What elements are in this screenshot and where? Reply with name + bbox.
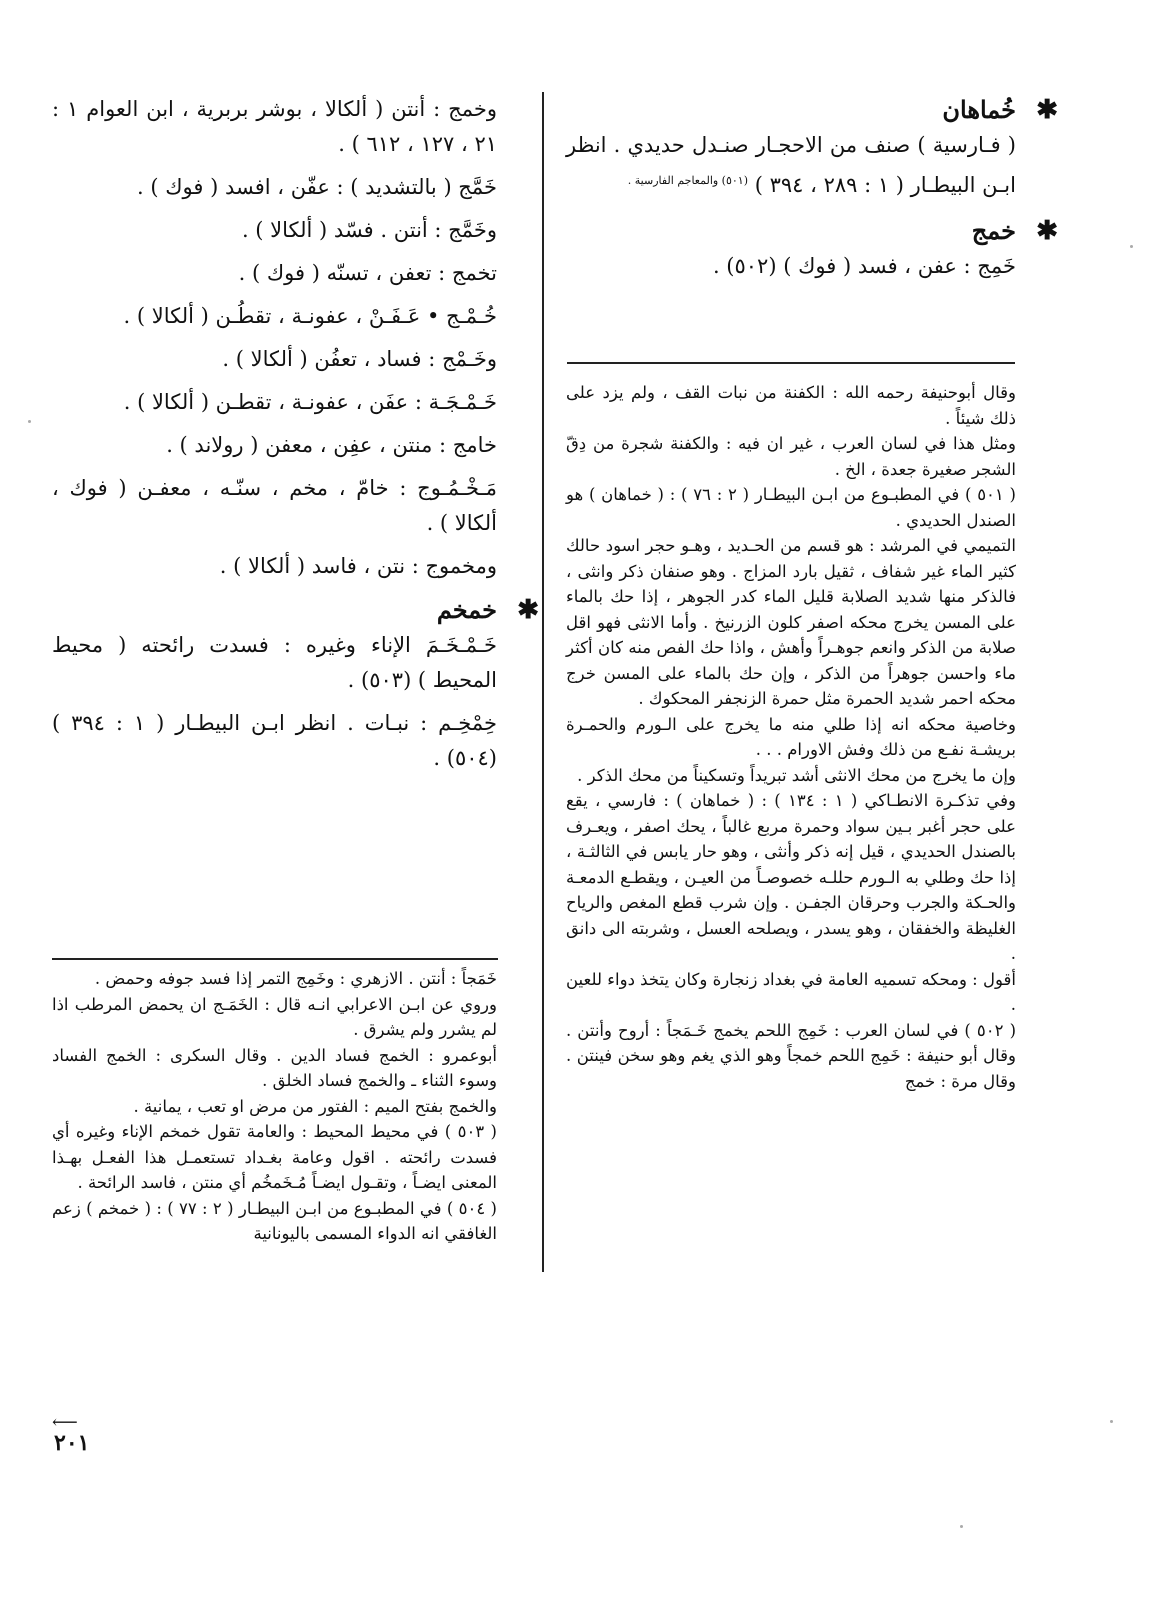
- column-divider: [542, 92, 544, 1272]
- asterisk-icon: ✱: [1036, 95, 1058, 125]
- left-footnotes: [52, 966, 497, 1247]
- entry-headword: ✱ خمخم: [52, 592, 497, 628]
- footnote-paragraph: ( ٥٠٢ ) في لسان العرب : خَمِج اللحم يخمج خَـمَجاً : أروح وأنتن . وقال أبو حنيفة : خَمِج اللحم خمجاً وهو الذي يغم وهو سخن فينتن . وقال مرة : خمج: [566, 1020, 1017, 1091]
- footnote-paragraph: ( ٥٠١ ) في المطبـوع من ابـن البيطـار ( ٢ : ٧٦ ) : ( خماهان ) هو الصندل الحديدي .: [566, 485, 1016, 530]
- footnote-paragraph: أبوعمرو : الخمج فساد الدين . وقال السكرى : الخمج الفساد وسوء الثناء ـ والخمج فساد الخلق .: [52, 1045, 497, 1090]
- footnote-paragraph: وروي عن ابـن الاعرابي انـه قال : الخَمَـج ان يحمض المرطب اذا لم يشرر ولم يشرق .: [52, 994, 497, 1039]
- entry-line: خامج : منتن ، عفِن ، معفن ( رولاند ) .: [166, 433, 497, 457]
- entry-line: خَـمْـجَـة : عفَن ، عفونـة ، تقطـن ( ألكالا ) .: [123, 390, 497, 414]
- left-column: [52, 92, 539, 1243]
- left-main-entries: [52, 92, 539, 776]
- footnote-paragraph: ( ٥٠٤ ) في المطبـوع من ابـن البيطـار ( ٢ : ٧٧ ) : ( خمخم ) زعم الغافقي انه الدواء المسمى باليونانية: [52, 1198, 497, 1243]
- footnote-separator: [52, 958, 498, 960]
- continuation-arrow-icon: ⟵: [52, 1412, 78, 1433]
- entry-line: خَمَّج ( بالتشديد ) : عفّن ، افسد ( فوك ) .: [137, 175, 497, 199]
- entry-line: خُـمْـج • عَـفَـنْ ، عفونـة ، تقطُـن ( ألكالا ) .: [123, 304, 497, 328]
- right-footnotes: [566, 380, 1016, 1094]
- footnote-separator: [567, 362, 1015, 364]
- entry-text: خَمِج : عفن ، فسد ( فوك ) (٥٠٢) .: [712, 254, 1016, 278]
- scan-speck: [28, 420, 31, 423]
- footnote-paragraph: التميمي في المرشد : هو قسم من الحـديد ، وهـو حجر اسود حالك كثير الماء غير شفاف ، ثقيل بارد المزاج . وهو صنفان ذكر وانثى ، فالذكر منها شديد الصلابة قليل الماء كدر الجوهر ، إذا حك بالماء على المسن يخرج محكه اصفر كلون الزرنيخ . وأما الانثى فهو اقل صلابة من الذكر وانعم جوهـراً وأهش ، واذا حك الفص منه كان أكثر ماء واحسن جوهراً من الذكر ، وإن حك بالماء على المسن خرج محكه احمر شديد الحمرة مثل حمرة الزنجفر المحكوك .: [566, 536, 1016, 708]
- entry-text: ( فـارسية ) صنف من الاحجـار صنـدل حديدي . انظر ابـن البيطـار ( ١ : ٢٨٩ ، ٣٩٤ ) $^{(٥٠١) والمعاجم الفارسية .}$: [566, 133, 1016, 197]
- entry-line: وخَـمْج : فساد ، تعفُن ( ألكالا ) .: [222, 347, 497, 371]
- footnote-paragraph: ومثل هذا في لسان العرب ، غير ان فيه : والكفنة شجرة من دِقّ الشجر صغيرة جعدة ، الخ .: [566, 434, 1016, 479]
- entry-headword: ✱ خُماهان: [566, 92, 1016, 128]
- footnote-paragraph: ( ٥٠٣ ) في محيط المحيط : والعامة تقول خمخم الإناء وغيره أي فسدت رائحته . اقول وعامة بغـداد تستعمـل هذا الفعـل بهـذا المعنى ايضـاً ، وتقـول ايضـاً مُـخَمخُم أي منتن ، فاسد الرائحة .: [52, 1122, 497, 1192]
- scan-speck: [1110, 1420, 1113, 1423]
- footnote-paragraph: خَمَجاً : أنتن . الازهري : وخَمِج التمر إذا فسد جوفه وحمض .: [94, 969, 497, 988]
- scan-speck: [1130, 245, 1133, 248]
- right-column: [566, 92, 1058, 1091]
- page-number: ٢٠١: [54, 1430, 90, 1456]
- footnote-paragraph: والخمج بفتح الميم : الفتور من مرض او تعب ، يمانية .: [133, 1096, 497, 1116]
- footnote-paragraph: وخاصية محكه انه إذا طلي منه ما يخرج على الـورم والحمـرة بريشـة نفـع من ذلك وفش الاورام . . .: [566, 714, 1016, 759]
- entry-headword: ✱ خمج: [566, 213, 1016, 249]
- entry-line: وخمج : أنتن ( ألكالا ، بوشر بربرية ، ابن العوام ١ : ٢١ ، ١٢٧ ، ٦١٢ ) .: [52, 97, 497, 156]
- scan-speck: [960, 1525, 963, 1528]
- footnote-paragraph: أقول : ومحكه تسميه العامة في بغداد زنجارة وكان يتخذ دواء للعين .: [566, 969, 1016, 1014]
- entry-line: ومخموج : نتن ، فاسد ( ألكالا ) .: [219, 554, 497, 578]
- entry-line: وخَمَّج : أنتن . فسّد ( ألكالا ) .: [241, 218, 497, 242]
- entry-line: تخمج : تعفن ، تسنّه ( فوك ) .: [238, 261, 497, 285]
- footnote-paragraph: وإن ما يخرج من محك الانثى أشد تبريداً وتسكيناً من محك الذكر .: [577, 765, 1016, 785]
- entry-line: مَـخْـمُـوج : خامّ ، مخم ، سنّـه ، معفـن ( فوك ، ألكالا ) .: [52, 476, 497, 535]
- footnote-paragraph: وقال أبوحنيفة رحمه الله : الكفنة من نبات القف ، ولم يزد على ذلك شيئاً .: [566, 383, 1016, 428]
- entry-text: خِمْخِـم : نبـات . انظر ابـن البيطـار ( ١ : ٣٩٤ ) (٥٠٤) .: [52, 711, 497, 770]
- asterisk-icon: ✱: [1036, 216, 1058, 246]
- entry-text: خَـمْـخَـمَ الإناء وغيره : فسدت رائحته ( محيط المحيط ) (٥٠٣) .: [52, 633, 497, 692]
- asterisk-icon: ✱: [517, 595, 539, 625]
- right-main-entries: [566, 92, 1058, 284]
- footnote-paragraph: وفي تذكـرة الانطـاكي ( ١ : ١٣٤ ) : ( خماهان ) : فارسي ، يقع على حجر أغبر بـين سواد وحمرة مربع غالباً ، يحك اصفر ، ويعـرف بالصندل الحديدي ، قيل إنه ذكر وأنثى ، وهو حار يابس في الثالثـة ، إذا حك وطلي به الـورم حللـه خصوصـاً من العيـن ، ويقطـع الدمعـة والحـكة والجرب وحرقان الجفـن . وإن شرب قطع المغص والرياح الغليظة والخفقان ، وهو يسدر ، ويصلحه العسل ، وشربته الى دانق .: [566, 791, 1016, 963]
